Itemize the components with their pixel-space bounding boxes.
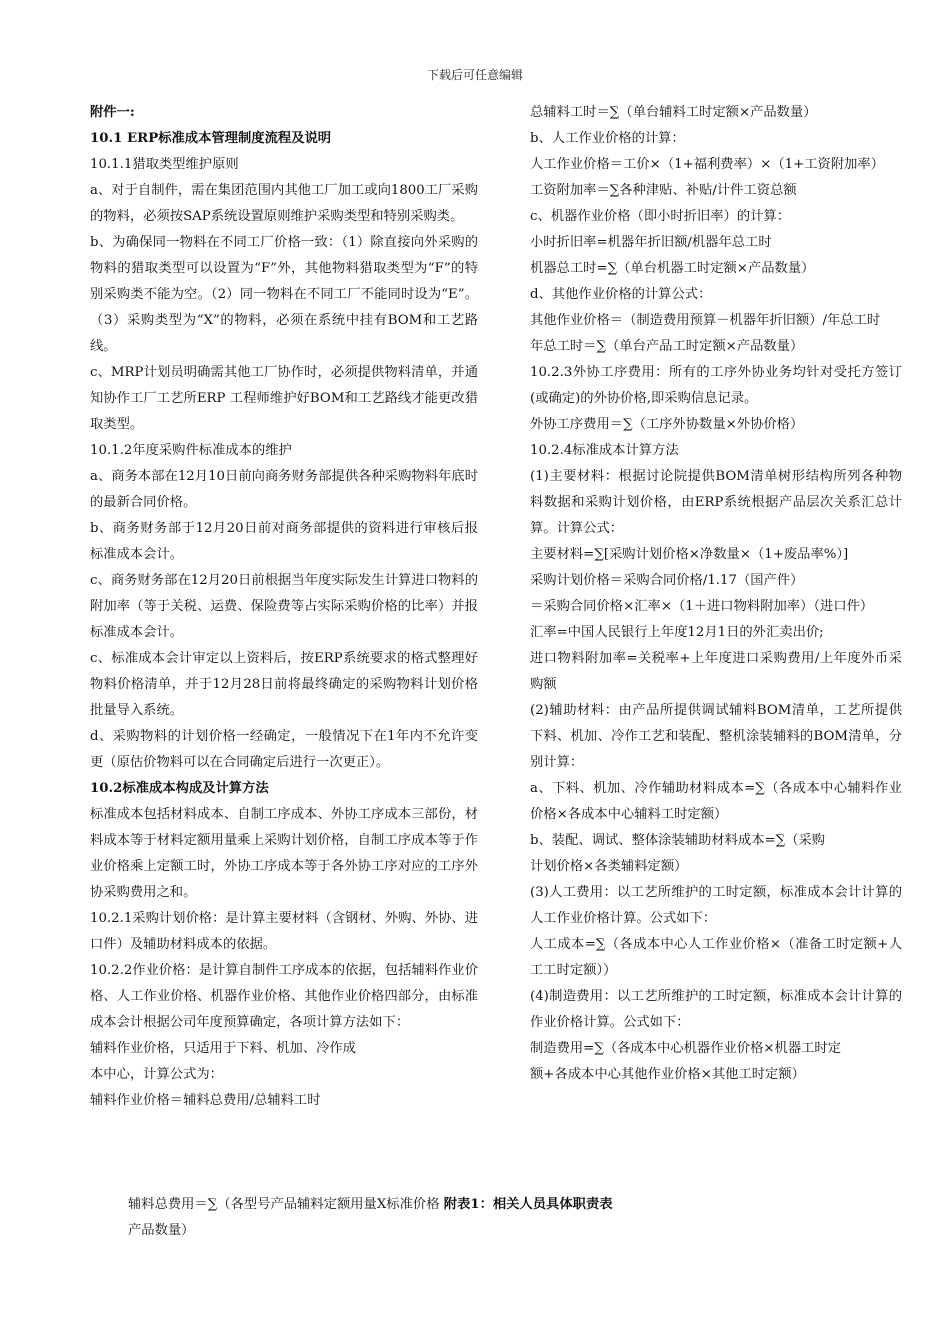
paragraph: 年总工时＝∑（单台产品工时定额×产品数量） [530,339,804,354]
page-footer [128,1192,828,1244]
paragraph: b、人工作业价格的计算： [530,131,685,146]
paragraph: (3)人工费用：以工艺所维护的工时定额，标准成本会计计算的人工作业价格计算。公式如下： [530,885,902,926]
paragraph: 10.1.1猎取类型维护原则 [90,157,239,172]
paragraph: 制造费用=∑（各成本中心机器作业价格×机器工时定 [530,1041,842,1056]
paragraph: 辅料作业价格，只适用于下料、机加、冷作成 [90,1041,356,1056]
paragraph: b、为确保同一物料在不同工厂价格一致：（1）除直接向外采购的物料的猎取类型可以设置为“F”外，其他物料猎取类型为“F”的特别采购类不能为空。（2）同一物料在不同工厂不能同时设为“E”。（3）采购类型为“X”的物料，必须在系统中挂有BOM和工艺路线。 [90,235,478,354]
paragraph: d、采购物料的计划价格一经确定，一般情况下在1年内不允许变更（原估价物料可以在合同确定后进行一次更正）。 [90,729,478,770]
paragraph: 额+各成本中心其他作业价格×其他工时定额） [530,1067,805,1082]
paragraph: 机器总工时=∑（单台机器工时定额×产品数量） [530,261,815,276]
paragraph: c、商务财务部在12月20日前根据当年度实际发生计算进口物料的附加率（等于关税、运费、保险费等占实际采购价格的比率）并报标准成本会计。 [90,573,478,640]
paragraph: d、其他作业价格的计算公式： [530,287,712,302]
paragraph: c、机器作业价格（即小时折旧率）的计算： [530,209,791,224]
footer-line-2: 产品数量） [128,1223,195,1238]
paragraph: 10.1.2年度采购件标准成本的维护 [90,443,292,458]
paragraph: a、下料、机加、冷作辅助材料成本=∑（各成本中心辅料作业价格×各成本中心辅料工时定额） [530,781,902,822]
paragraph: (4)制造费用：以工艺所维护的工时定额，标准成本会计计算的作业价格计算。公式如下： [530,989,902,1030]
page-header: 下载后可任意编辑 [426,68,523,82]
paragraph: 总辅料工时＝∑（单台辅料工时定额×产品数量） [530,105,817,120]
paragraph: 进口物料附加率=关税率+上年度进口采购费用/上年度外币采购额 [530,651,902,692]
paragraph: 10.2.4标准成本计算方法 [530,443,679,458]
paragraph: (2)辅助材料：由产品所提供调试辅料BOM清单，工艺所提供下料、机加、冷作工艺和装配、整机涂装辅料的BOM清单，分别计算： [530,703,902,770]
paragraph: 10.2.3外协工序费用：所有的工序外协业务均针对受托方签订(或确定)的外协价格,即采购信息记录。 [530,365,902,406]
appendix-table-title: 附表1：相关人员具体职责表 [443,1197,613,1212]
paragraph: 计划价格×各类辅料定额） [530,859,688,874]
paragraph: 附件一: [90,105,135,120]
right-column [530,100,902,1088]
paragraph: 10.1 ERP标准成本管理制度流程及说明 [90,131,332,146]
paragraph: 10.2.2作业价格：是计算自制件工序成本的依据，包括辅料作业价格、人工作业价格、机器作业价格、其他作业价格四部分，由标准成本会计根据公司年度预算确定，各项计算方法如下： [90,963,479,1030]
paragraph: 辅料作业价格＝辅料总费用/总辅料工时 [90,1093,321,1108]
footer-line-1 [128,1192,828,1218]
footer-formula-text: 辅料总费用＝∑（各型号产品辅料定额用量X标准价格 [128,1197,444,1212]
paragraph: 本中心，计算公式为： [90,1067,223,1082]
left-column [90,100,478,1114]
paragraph: b、商务财务部于12月20日前对商务部提供的资料进行审核后报标准成本会计。 [90,521,478,562]
paragraph: (1)主要材料：根据讨论院提供BOM清单树形结构所列各种物料数据和采购计划价格，由ERP系统根据产品层次关系汇总计算。计算公式： [530,469,902,536]
paragraph: 其他作业价格＝（制造费用预算－机器年折旧额）/年总工时 [530,313,881,328]
paragraph: c、MRP计划员明确需其他工厂协作时，必须提供物料清单，并通知协作工厂工艺所ERP 工程师维护好BOM和工艺路线才能更改猎取类型。 [90,365,478,432]
paragraph: b、装配、调试、整体涂装辅助材料成本=∑（采购 [530,833,826,848]
paragraph: a、对于自制件，需在集团范围内其他工厂加工或向1800工厂采购的物料，必须按SAP系统设置原则维护采购类型和特别采购类。 [90,183,478,224]
paragraph: 主要材料=∑[采购计划价格×净数量×（1+废品率%）] [530,547,849,562]
paragraph: 外协工序费用＝∑（工序外协数量×外协价格） [530,417,804,432]
paragraph: 工资附加率＝∑各种津贴、补贴/计件工资总额 [530,183,797,198]
paragraph: 小时折旧率=机器年折旧额/机器年总工时 [530,235,772,250]
paragraph: ＝采购合同价格×汇率×（1＋进口物料附加率）（进口件） [530,599,874,614]
paragraph: a、商务本部在12月10日前向商务财务部提供各种采购物料年底时的最新合同价格。 [90,469,478,510]
paragraph: 人工作业价格＝工价×（1+福利费率）×（1+工资附加率） [530,157,885,172]
paragraph: c、标准成本会计审定以上资料后，按ERP系统要求的格式整理好物料价格清单，并于12月28日前将最终确定的采购物料计划价格批量导入系统。 [90,651,478,718]
paragraph: 人工成本=∑（各成本中心人工作业价格×（准备工时定额+人工工时定额）） [530,937,902,978]
paragraph: 汇率=中国人民银行上年度12月1日的外汇卖出价; [530,625,824,640]
paragraph: 采购计划价格＝采购合同价格/1.17（国产件） [530,573,804,588]
paragraph: 标准成本包括材料成本、自制工序成本、外协工序成本三部份，材料成本等于材料定额用量乘上采购计划价格，自制工序成本等于作业价格乘上定额工时，外协工序成本等于各外协工序对应的工序外协采购费用之和。 [90,807,478,900]
paragraph: 10.2标准成本构成及计算方法 [90,781,269,796]
paragraph: 10.2.1采购计划价格：是计算主要材料（含钢材、外购、外协、进口件）及辅助材料成本的依据。 [90,911,479,952]
